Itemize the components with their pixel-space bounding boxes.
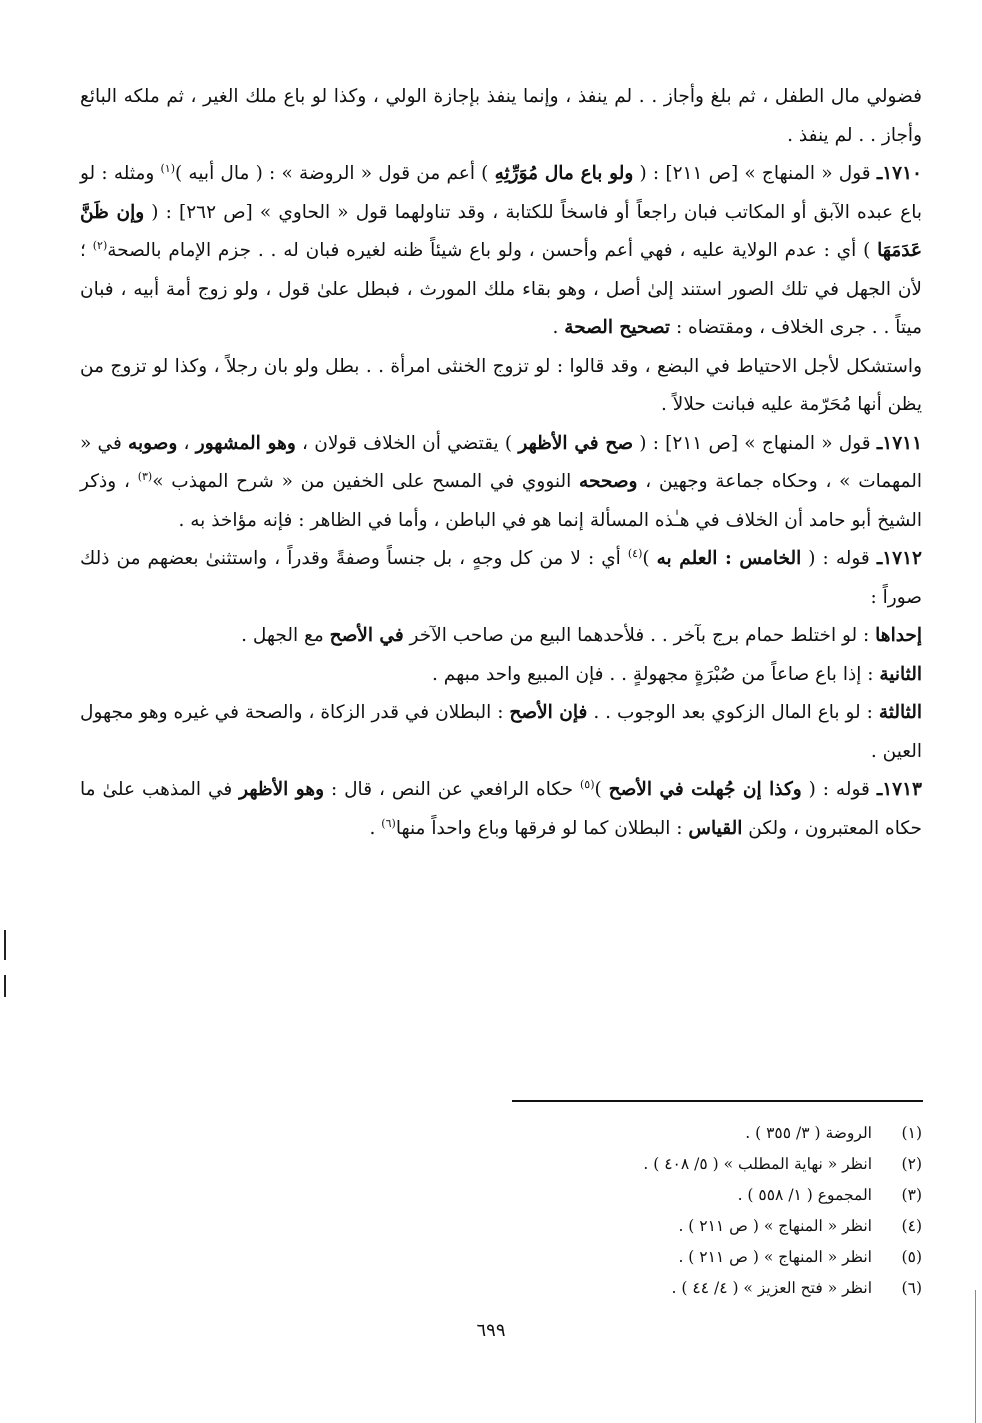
text-run: في « المهمات » ، وحكاه جماعة وجهين ، [80,432,922,492]
bold-text: في الأصح [329,625,404,646]
footnote-text: انظر « فتح العزيز » ( ٤/ ٤٤ ) . [671,1279,872,1297]
footnote-ref: (٢) [92,238,108,252]
text-run: . [369,817,382,839]
text-run: حكاه الرافعي عن النص ، قال : [324,779,580,800]
paragraph [80,617,922,656]
text-run: قوله : ( [801,779,877,800]
text-run: مع الجهل . [241,625,330,646]
bold-text: ولو باع مال مُوَرِّثِهِ [494,163,634,184]
text-run: في المذهب علىٰ ما حكاه المعتبرون ، ولكن [80,779,922,839]
footnote-number: (٤) [901,1217,922,1235]
footnote [452,1273,922,1304]
footnote-number: (٢) [901,1155,922,1173]
text-run: : لو باع المال الزكوي بعد الوجوب . . [587,702,879,723]
paragraph [80,348,922,425]
footnote-text: انظر « المنهاج » ( ص ٢١١ ) . [678,1217,872,1235]
text-run: . [552,317,565,338]
footnote-ref: (٦) [381,816,396,830]
paragraph [80,694,922,771]
text-run: ) [642,548,657,569]
bold-text: ١٧١٢ـ [876,548,922,569]
bold-text: وصوبه [128,432,178,454]
footnote [452,1211,922,1242]
text-run: ) [594,779,609,800]
text-run: ) أي : عدم الولاية عليه ، فهي أعم وأحسن ، ولو باع شيئاً ظنه لغيره فبان له . . جزم الإمام بالصحة [107,240,878,261]
footnote [452,1180,922,1211]
text-run: : البطلان كما لو فرقها وباع واحداً منها [395,817,689,839]
footnote [452,1118,922,1149]
paragraph [80,656,922,695]
text-run: واستشكل لأجل الاحتياط في البضع ، وقد قالوا : لو تزوج الخنثى امرأة . . بطل ولو بان رجلاً ، وكذا لو تزوج من يظن أنها مُحَرّمة عليه فبانت حلالاً . [80,355,922,415]
bold-text: الثانية [879,663,922,685]
footnote-text: المجموع ( ١/ ٥٥٨ ) . [737,1186,872,1204]
bold-text: الثالثة [878,702,922,723]
text-run: ، وذكر الشيخ أبو حامد أن الخلاف في هـٰذه المسألة إنما هو في الباطن ، وأما في الظاهر : فإنه مؤاخذ به . [80,471,922,531]
footnote-number: (١) [901,1124,922,1142]
bold-text: ١٧١١ـ [876,432,923,454]
text-run: أي : لا من كل وجهٍ ، بل جنساً وصفةً وقدراً ، واستثنىٰ بعضهم من ذلك صوراً : [80,548,922,608]
bold-text: فإن الأصح [509,702,588,723]
paragraph [80,540,922,617]
footnote-text: انظر « نهاية المطلب » ( ٥/ ٤٠٨ ) . [643,1155,872,1173]
footnote-ref: (١) [160,161,176,175]
bold-text: الخامس : العلم به [656,548,802,569]
paragraph [80,155,922,348]
text-run: ومثله : لو باع عبده الآبق أو المكاتب فبان راجعاً أو فاسخاً للكتابة ، وقد تناولهما قول « الحاوي » [ص ٢٦٢] : ( [80,163,923,223]
bold-text: وصححه [579,471,638,492]
footnote-text: انظر « المنهاج » ( ص ٢١١ ) . [678,1248,872,1266]
bold-text: تصحيح الصحة [564,317,671,338]
bold-text: ١٧١٠ـ [876,163,922,184]
bold-text: إحداها [875,625,922,646]
footnote [452,1149,922,1180]
bold-text: وهو المشهور [195,432,296,454]
bold-text: وهو الأظهر [239,779,325,800]
text-run: : لو اختلط حمام برج بآخر . . فلأحدهما البيع من صاحب الآخر [403,625,876,646]
footnote-text: الروضة ( ٣/ ٣٥٥ ) . [745,1124,872,1142]
text-run: قول « المنهاج » [ص ٢١١] : ( [633,432,877,454]
paragraph [80,78,922,155]
bold-text: وإن ظَنَّ عَدَمَهَا [80,201,922,261]
text-run: ) يقتضي أن الخلاف قولان ، [295,432,519,454]
text-run: قوله : ( [801,548,877,569]
footnote-number: (٣) [901,1186,922,1204]
bold-text: صح في الأظهر [518,432,634,454]
footnote-number: (٥) [901,1248,922,1266]
text-run: قول « المنهاج » [ص ٢١١] : ( [633,163,877,184]
text-run: النووي في المسح على الخفين من « شرح المهذب » [152,471,580,492]
footnote-ref: (٤) [627,546,643,560]
page-number: ٦٩٩ [476,1320,506,1341]
main-text [80,78,922,848]
footnote [452,1242,922,1273]
bold-text: ١٧١٣ـ [876,779,922,800]
paragraph [80,425,922,541]
text-run: : إذا باع صاعاً من صُبْرَةٍ مجهولةٍ . . فإن المبيع واحد مبهم . [432,663,880,685]
footnote-ref: (٣) [137,469,153,483]
text-run: ) أعم من قول « الروضة » : ( مال أبيه ) [175,163,495,184]
text-run: ، [177,432,196,454]
scan-edge-mark [4,975,6,997]
footnotes [452,1118,922,1304]
footnote-divider [512,1100,923,1102]
text-run: : البطلان في قدر الزكاة ، والصحة في غيره وهو مجهول العين . [80,702,922,762]
bold-text: القياس [688,817,743,839]
text-run: ؛ لأن الجهل في تلك الصور استند إلىٰ أصل ، وهو بقاء ملك المورث ، فبطل علىٰ قول ، ولو زوج أمة أبيه ، فبان ميتاً . . جرى الخلاف ، ومقتضاه : [80,240,922,338]
scan-edge-mark [4,930,6,960]
paragraph [80,771,922,848]
text-run: فضولي مال الطفل ، ثم بلغ وأجاز . . لم ينفذ ، وإنما ينفذ بإجازة الولي ، وكذا لو باع ملك الغير ، ثم ملكه البائع وأجاز . . لم ينفذ . [80,86,922,146]
bold-text: وكذا إن جُهلت في الأصح [608,779,802,800]
scan-edge-mark [975,1290,976,1423]
footnote-number: (٦) [901,1279,922,1297]
footnote-ref: (٥) [579,777,595,791]
